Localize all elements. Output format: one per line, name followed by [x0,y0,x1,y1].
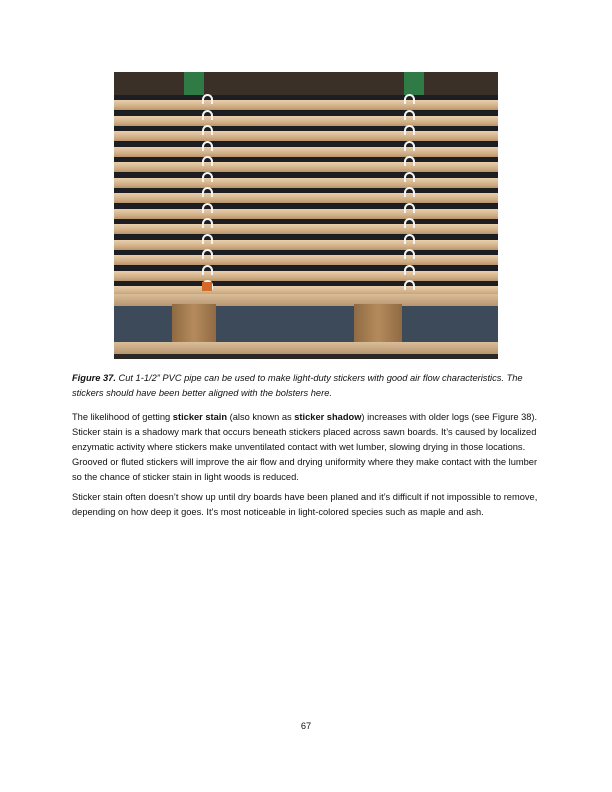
term-sticker-shadow: sticker shadow [294,412,362,422]
pallet-base [114,342,498,354]
figure-label: Figure 37. [72,373,116,383]
pvc-sticker [404,125,415,135]
pvc-sticker [202,265,213,275]
pvc-sticker [202,234,213,244]
lumber-board [114,209,498,219]
figure-caption-text: Cut 1-1/2” PVC pipe can be used to make light-duty stickers with good air flow characteristics. The stickers should have been better aligned with the bolsters here. [72,373,523,398]
lumber-board [114,240,498,250]
pvc-sticker [202,249,213,259]
lumber-board [114,224,498,234]
lumber-board [114,162,498,172]
figure-photo [114,72,498,359]
pvc-sticker [404,141,415,151]
pvc-sticker [202,156,213,166]
lumber-board [114,100,498,110]
page-number: 67 [300,721,312,731]
paragraph-sticker-stain [72,410,540,485]
paragraph1-text-2: (also known as [227,412,295,422]
orange-tag [202,282,212,291]
lumber-board [114,255,498,265]
lumber-board [114,147,498,157]
pvc-sticker [404,187,415,197]
pvc-sticker [202,187,213,197]
pvc-sticker [202,125,213,135]
pvc-sticker [202,141,213,151]
lumber-board [114,116,498,126]
pvc-sticker [404,218,415,228]
pvc-sticker [404,203,415,213]
lumber-board [114,193,498,203]
pvc-sticker [404,156,415,166]
pvc-sticker [202,218,213,228]
paragraph1-text-3: ) increases with older logs (see Figure 38). Sticker stain is a shadowy mark that occurs beneath stickers placed across sawn boards. It’s caused by localized enzymatic activity where stickers make unventilated contact with wet lumber, slowing drying in those locations. Grooved or fluted stickers will improve the air flow and drying uniformity where they make contact with the lumber so the chance of sticker stain in light woods is reduced. [72,412,538,482]
pvc-sticker [404,110,415,120]
pvc-sticker [404,249,415,259]
bolster-right [354,304,402,342]
pvc-sticker [404,234,415,244]
paragraph-planing: Sticker stain often doesn’t show up until dry boards have been planed and it’s difficult if not impossible to remove, depending on how deep it goes. It’s most noticeable in light-colored species such as maple and ash. [72,492,538,517]
lumber-board [114,131,498,141]
bolster-left [172,304,216,342]
paragraph1-text-1: The likelihood of getting [72,412,173,422]
pvc-sticker [404,280,415,290]
figure-caption [72,371,540,401]
pvc-sticker [202,94,213,104]
lumber-board [114,178,498,188]
pvc-sticker [202,203,213,213]
pvc-sticker [404,265,415,275]
lumber-board [114,271,498,281]
term-sticker-stain: sticker stain [172,412,228,422]
pvc-sticker [202,172,213,182]
pvc-sticker [404,172,415,182]
pvc-sticker [202,110,213,120]
pvc-sticker [404,94,415,104]
